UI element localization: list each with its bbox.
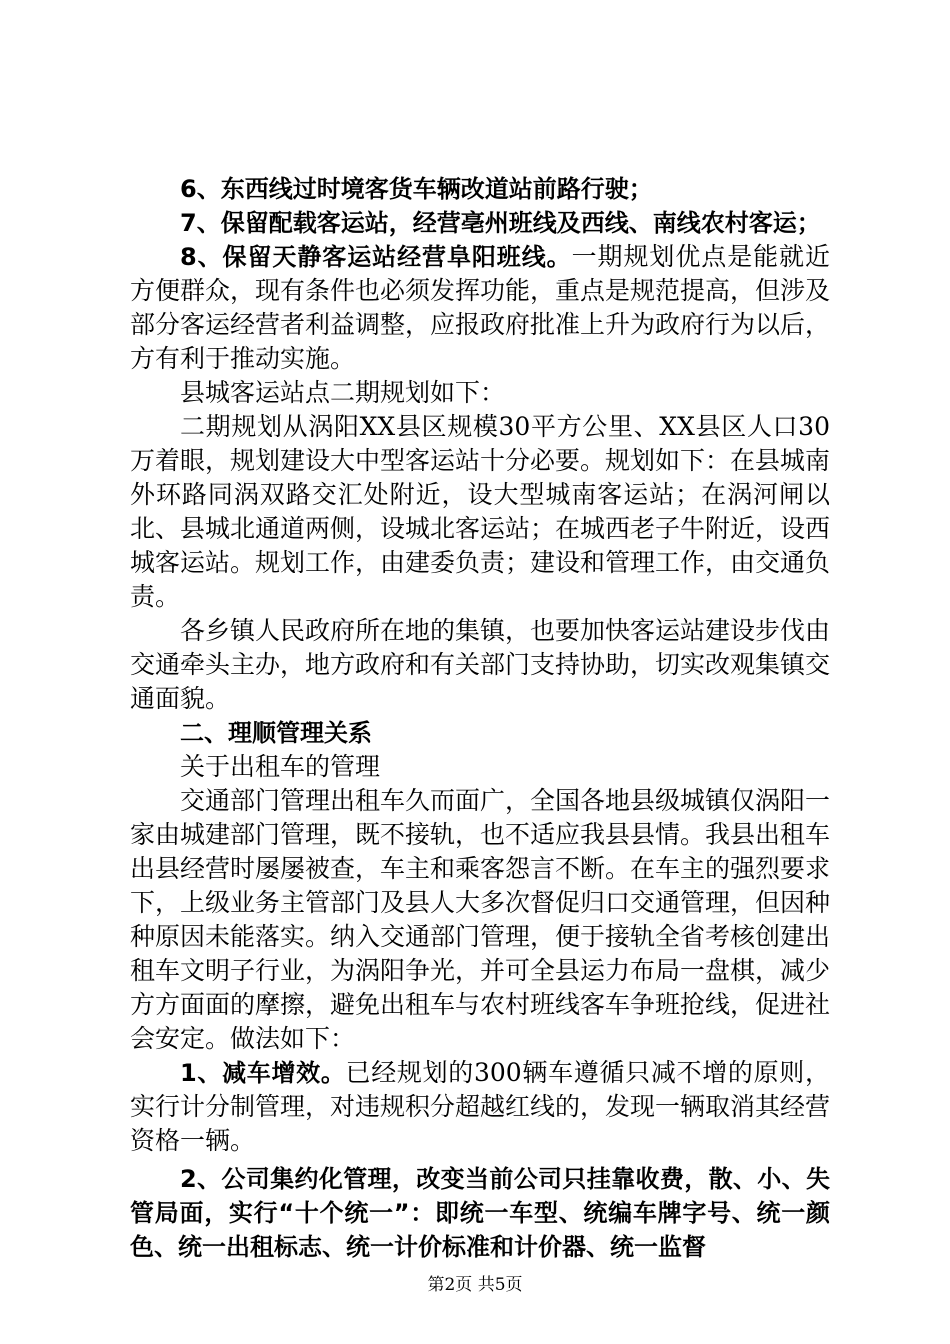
paragraph-taxi-management — [130, 784, 830, 1056]
paragraph-text: 各乡镇人民政府所在地的集镇，也要加快客运站建设步伐由交通牵头主办，地方政府和有关部门支持协助，切实改观集镇交通面貌。 — [130, 616, 831, 713]
paragraph-item-8 — [130, 240, 830, 376]
section-heading — [130, 716, 830, 750]
paragraph-text: 交通部门管理出租车久而面广，全国各地县级城镇仅涡阳一家由城建部门管理，既不接轨，也不适应我县县情。我县出租车出县经营时屡屡被查，车主和乘客怨言不断。在车主的强烈要求下，上级业务主管部门及县人大多次督促归口交通管理，但因种种原因未能落实。纳入交通部门管理，便于接轨全省考核创建出租车文明子行业，为涡阳争光，并可全县运力布局一盘棋，减少方方面面的摩擦，避免出租车与农村班线客车争班抢线，促进社会安定。做法如下： — [130, 786, 831, 1053]
paragraph-township-stations — [130, 614, 830, 716]
paragraph-phase2-heading — [130, 376, 830, 410]
paragraph-item-2 — [130, 1162, 830, 1264]
paragraph-item-1 — [130, 1056, 830, 1158]
paragraph-text: 关于出租车的管理 — [180, 752, 381, 781]
paragraph-item-6 — [130, 172, 830, 206]
paragraph-text: 已经规划的300辆车遵循只减不增的原则，实行计分制管理，对违规积分超越红线的，发现一辆取消其经营资格一辆。 — [130, 1058, 831, 1155]
paragraph-item-7 — [130, 206, 830, 240]
paragraph-text: 县城客运站点二期规划如下： — [180, 378, 506, 407]
paragraph-taxi-heading — [130, 750, 830, 784]
paragraph-text: 二期规划从涡阳XX县区规模30平方公里、XX县区人口30万着眼，规划建设大中型客运站十分必要。规划如下：在县城南外环路同涡双路交汇处附近，设大型城南客运站；在涡河闸以北、县城北通道两侧，设城北客运站；在城西老子牛附近，设西城客运站。规划工作，由建委负责；建设和管理工作，由交通负责。 — [130, 412, 831, 611]
paragraph-bold: 2、公司集约化管理，改变当前公司只挂靠收费，散、小、失管局面，实行“十个统一”：即统一车型、统编车牌字号、统一颜色、统一出租标志、统一计价标准和计价器、统一监督 — [130, 1165, 830, 1261]
paragraph-bold: 6、东西线过时境客货车辆改道站前路行驶； — [180, 175, 653, 203]
page-number: 第2页 共5页 — [427, 1275, 523, 1295]
paragraph-phase2-plan — [130, 410, 830, 614]
paragraph-bold: 7、保留配载客运站，经营亳州班线及西线、南线农村客运； — [180, 209, 821, 237]
paragraph-bold: 1、减车增效。 — [180, 1059, 346, 1087]
paragraph-bold: 二、理顺管理关系 — [180, 719, 372, 747]
paragraph-bold: 8、保留天静客运站经营阜阳班线。 — [180, 243, 572, 271]
paragraph-text: 一期规划优点是能就近方便群众，现有条件也必须发挥功能，重点是规范提高，但涉及部分客运经营者利益调整，应报政府批准上升为政府行为以后，方有利于推动实施。 — [130, 242, 831, 373]
document-body — [130, 172, 830, 1264]
